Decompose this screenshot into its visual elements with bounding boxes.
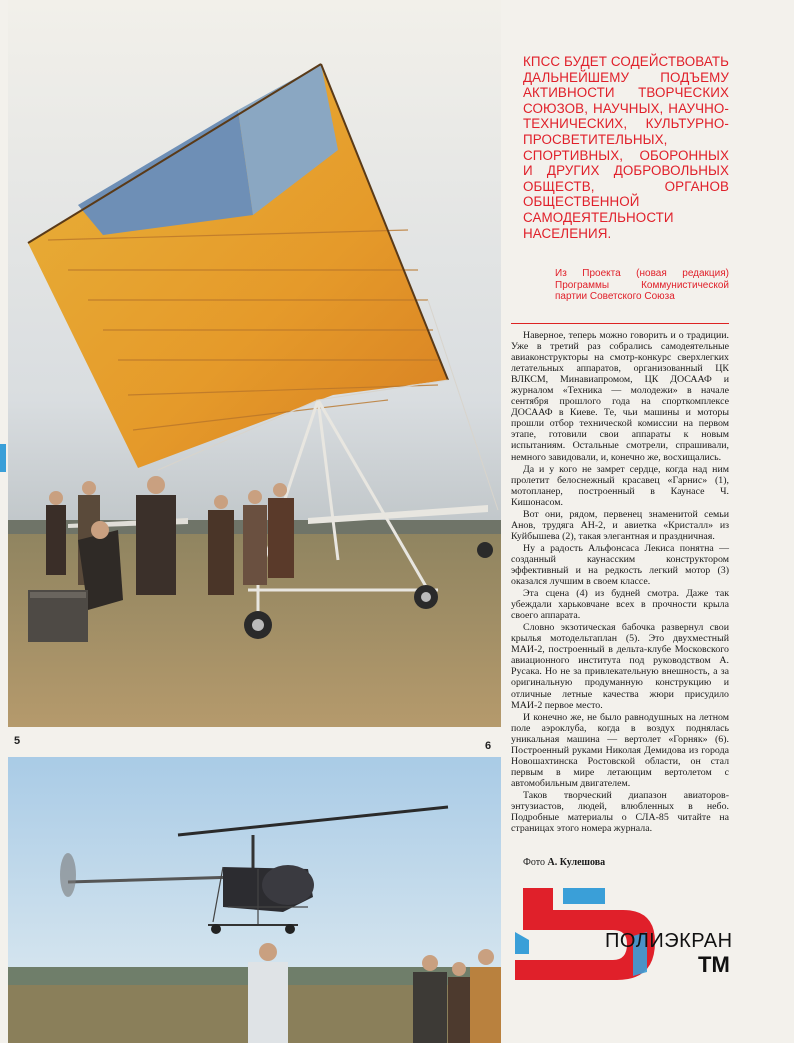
logo-word: ПОЛИЭКРАН bbox=[605, 930, 733, 952]
photo-credit-label: Фото bbox=[523, 857, 546, 868]
figure-number-5: 5 bbox=[14, 735, 21, 747]
divider-line bbox=[511, 323, 729, 324]
article-paragraph: Словно экзотическая бабочка развернул свои крылья мотодельтаплан (5). Это двухместный МАИ-2, построенный в дельта-клубе Московского авиационного института под руководством А. Русака. Но не за привлекательную внешность, а за оригинальную продуманную конструкцию и отличные летные качества жюри присудило МАИ-2 первое место. bbox=[511, 622, 729, 711]
article-body bbox=[511, 330, 729, 835]
article-paragraph: Наверное, теперь можно говорить и о традиции. Уже в третий раз собрались самодеятельные авиаконструкторы на смотр-конкурс сверхлегких летательных аппаратов, организованный ЦК ВЛКСМ, Минавиапромом, ЦК ДОСААФ и журналом «Техника — молодежи» в начале сентября прошлого года на спорткомплексе ДОСААФ в Киеве. Те, чьи машины и моторы прошли отбор технической комиссии на первом этапе, готовили свои аппараты к новым испытаниям. Остальные смотрели, спрашивали, немного завидовали, и, конечно же, восхищались. bbox=[511, 330, 729, 463]
article-paragraph: Таков творческий диапазон авиаторов-энтузиастов, людей, влюбленных в небо. Подробные материалы о СЛА-85 читайте на страницах этого номера журнала. bbox=[511, 789, 729, 835]
photo-motor-hang-glider bbox=[8, 0, 501, 727]
article-paragraph: Да и у кого не замрет сердце, когда над ним пролетит белоснежный красавец «Гарнис» (1), мотопланер, построенный в Каунасе Ч. Кишонасом. bbox=[511, 463, 729, 508]
article-paragraph: Эта сцена (4) из будней смотра. Даже так убеждали харьковчане всех в прочности крыла своего аппарата. bbox=[511, 588, 729, 622]
photo-credit-name: А. Кулешова bbox=[547, 857, 606, 868]
article-paragraph: Вот они, рядом, первенец знаменитой семьи Анов, трудяга АН-2, и авиетка «Кристалл» из Куйбышева (2), такая элегантная и праздничная. bbox=[511, 508, 729, 542]
figure-number-6: 6 bbox=[485, 740, 492, 752]
photo-helicopter-gornyak bbox=[8, 757, 501, 1043]
logo-tm-mark: ТМ bbox=[698, 952, 730, 977]
party-program-quote: КПСС БУДЕТ СОДЕЙСТВОВАТЬ ДАЛЬНЕЙШЕМУ ПОДЪЕМУ АКТИВНОСТИ ТВОРЧЕСКИХ СОЮЗОВ, НАУЧНЫХ, НАУЧНО-ТЕХНИЧЕСКИХ, КУЛЬТУРНО-ПРОСВЕТИТЕЛЬНЫХ, СПОРТИВНЫХ, ОБОРОННЫХ И ДРУГИХ ДОБРОВОЛЬНЫХ ОБЩЕСТВ, ОРГАНОВ ОБЩЕСТВЕННОЙ САМОДЕЯТЕЛЬНОСТИ НАСЕЛЕНИЯ. bbox=[523, 54, 729, 241]
quote-source: Из Проекта (новая редакция) Программы Коммунистической партии Советского Союза bbox=[555, 268, 729, 303]
photo-credit bbox=[523, 857, 605, 868]
article-paragraph: Ну а радость Альфонсаса Лекиса понятна — созданный каунасским конструктором эффективный и на редкость легкий мотор (3) оказался лучшим в своем классе. bbox=[511, 542, 729, 588]
page-edge-marker bbox=[0, 444, 6, 472]
article-paragraph: И конечно же, не было равнодушных на летном поле аэроклуба, когда в воздух поднялась уникальная машина — вертолет «Горняк» (6). Построенный руками Николая Демидова из города Новошахтинска Ростовской области, он стал первым в мире летающим вертолетом с автомобильным двигателем. bbox=[511, 711, 729, 789]
